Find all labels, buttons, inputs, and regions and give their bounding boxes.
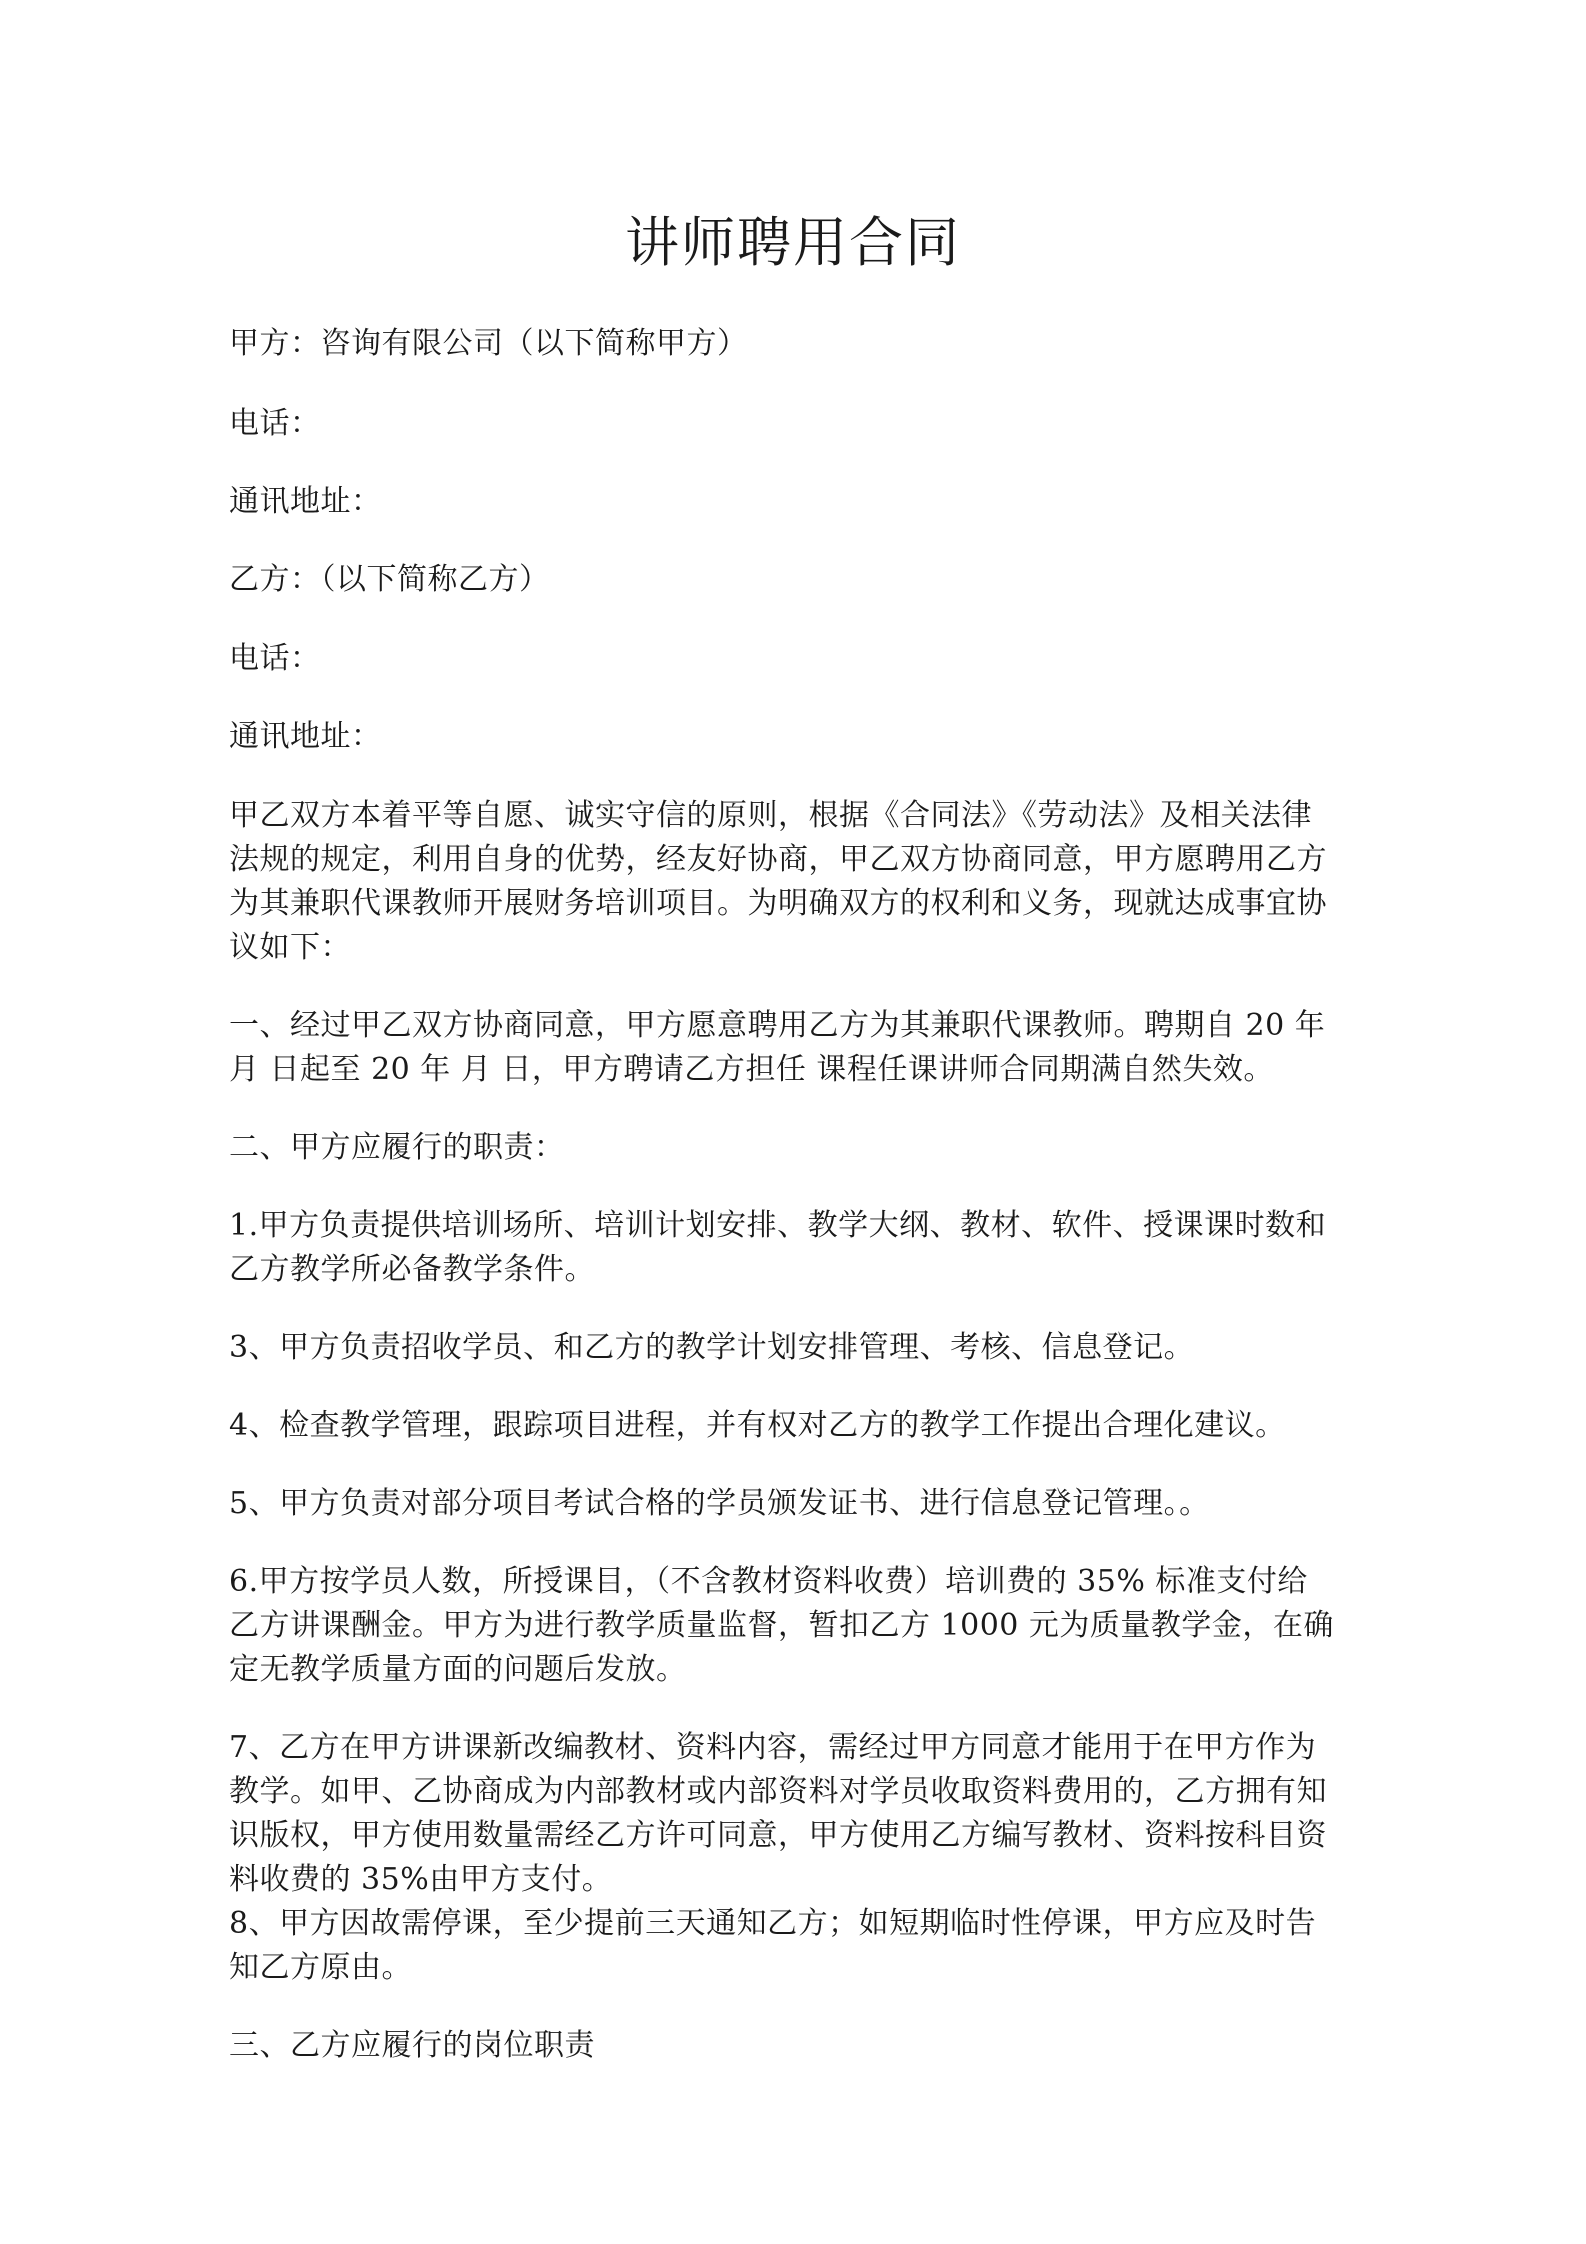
item-1-line: 乙方教学所必备教学条件。 [229, 1252, 595, 1287]
item-1-line: 1.甲方负责提供培训场所、培训计划安排、教学大纲、教材、软件、授课课时数和 [229, 1208, 1327, 1243]
item-7-line: 识版权，甲方使用数量需经乙方许可同意，甲方使用乙方编写教材、资料按科目资 [229, 1818, 1327, 1853]
item-3: 3、甲方负责招收学员、和乙方的教学计划安排管理、考核、信息登记。 [229, 1330, 1195, 1365]
item-8-line: 8、甲方因故需停课，至少提前三天通知乙方；如短期临时性停课，甲方应及时告 [229, 1906, 1317, 1941]
clause-2-heading: 二、甲方应履行的职责： [229, 1130, 565, 1165]
item-5: 5、甲方负责对部分项目考试合格的学员颁发证书、进行信息登记管理。。 [229, 1486, 1210, 1521]
party-a-address: 通讯地址： [229, 484, 382, 519]
preamble-line: 议如下： [229, 930, 351, 965]
item-7-line: 料收费的 35%由甲方支付。 [229, 1862, 613, 1897]
item-6-line: 乙方讲课酬金。甲方为进行教学质量监督，暂扣乙方 1000 元为质量教学金，在确 [229, 1608, 1334, 1643]
preamble-line: 法规的规定，利用自身的优势，经友好协商，甲乙双方协商同意，甲方愿聘用乙方 [229, 842, 1327, 877]
preamble-line: 甲乙双方本着平等自愿、诚实守信的原则，根据《合同法》《劳动法》及相关法律 [229, 798, 1312, 833]
party-b-line: 乙方：（以下简称乙方） [229, 562, 550, 597]
clause-1-line: 月 日起至 20 年 月 日，甲方聘请乙方担任 课程任课讲师合同期满自然失效。 [229, 1052, 1274, 1087]
party-b-address: 通讯地址： [229, 719, 382, 754]
clause-1-line: 一、经过甲乙双方协商同意，甲方愿意聘用乙方为其兼职代课教师。聘期自 20 年 [229, 1008, 1326, 1043]
document-title: 讲师聘用合同 [625, 211, 961, 274]
item-7-line: 教学。如甲、乙协商成为内部教材或内部资料对学员收取资料费用的，乙方拥有知 [229, 1774, 1327, 1809]
party-b-phone: 电话： [229, 641, 321, 676]
item-6-line: 6.甲方按学员人数，所授课目，（不含教材资料收费）培训费的 35% 标准支付给 [229, 1564, 1308, 1599]
item-7-line: 7、乙方在甲方讲课新改编教材、资料内容，需经过甲方同意才能用于在甲方作为 [229, 1730, 1317, 1765]
preamble-line: 为其兼职代课教师开展财务培训项目。为明确双方的权利和义务，现就达成事宜协 [229, 886, 1327, 921]
item-6-line: 定无教学质量方面的问题后发放。 [229, 1652, 687, 1687]
item-4: 4、检查教学管理，跟踪项目进程，并有权对乙方的教学工作提出合理化建议。 [229, 1408, 1286, 1443]
party-a-line: 甲方：咨询有限公司（以下简称甲方） [229, 326, 748, 361]
item-8-line: 知乙方原由。 [229, 1950, 412, 1985]
party-a-phone: 电话： [229, 406, 321, 441]
clause-3-heading: 三、乙方应履行的岗位职责 [229, 2028, 595, 2063]
